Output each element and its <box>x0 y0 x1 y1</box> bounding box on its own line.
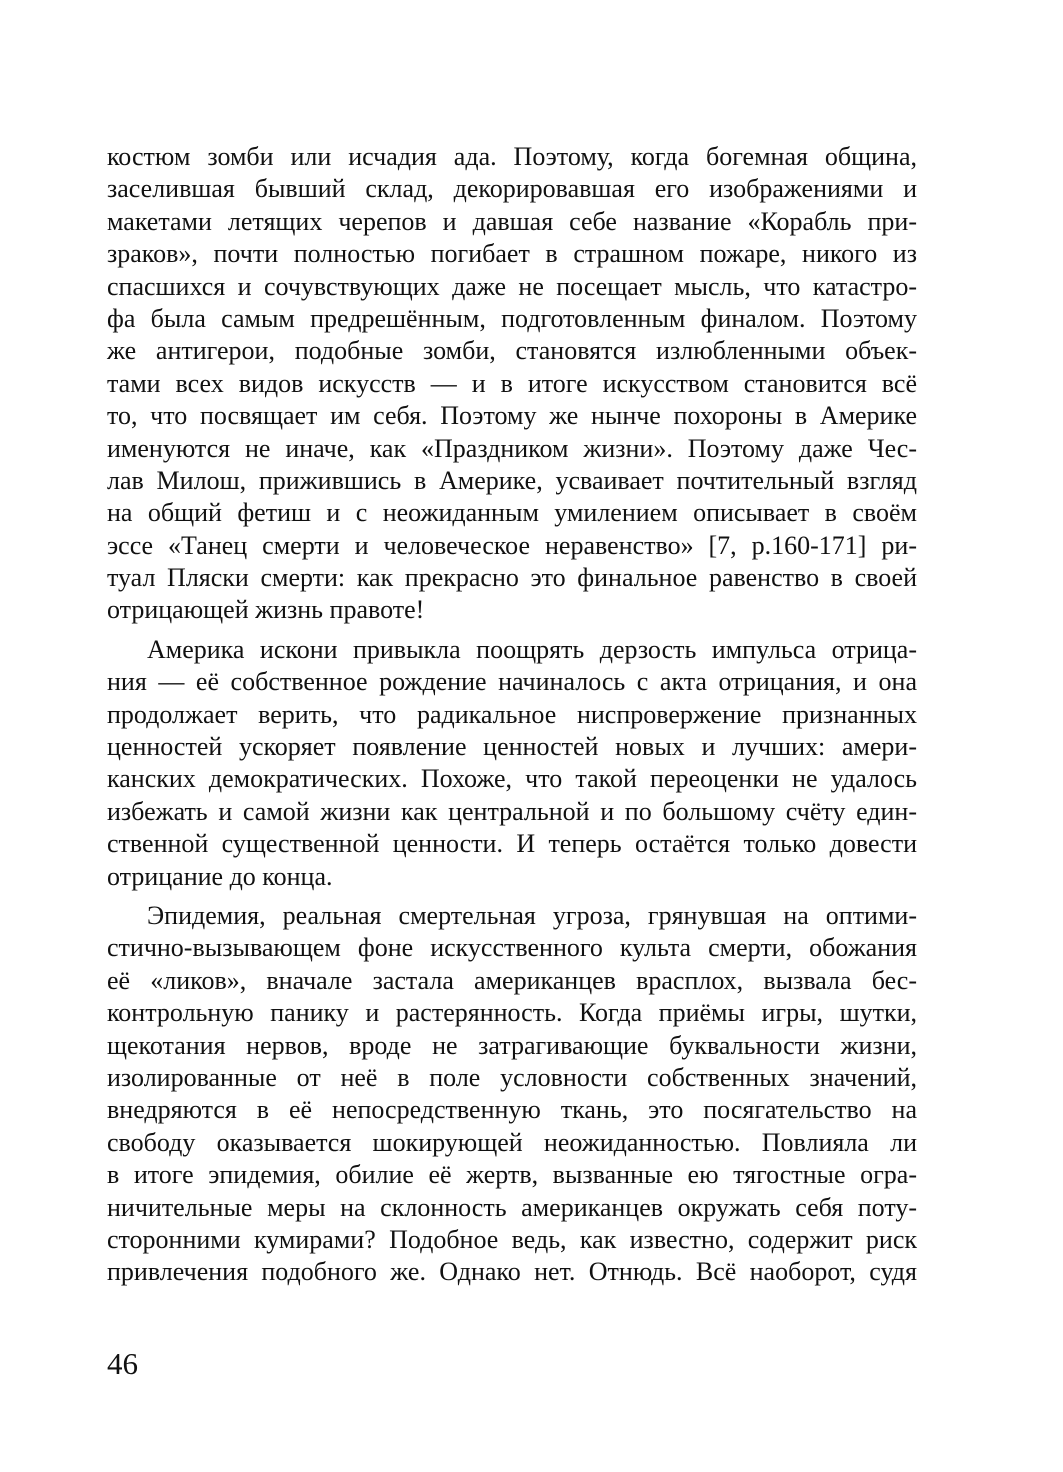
text-line: отрицающей жизнь правоте! <box>107 595 425 625</box>
text-line: же антигерои, подобные зомби, становятся излюбленными объек- <box>107 336 917 366</box>
text-line: изолированные от неё в поле условности собственных значений, <box>107 1062 917 1092</box>
text-line: привлечения подобного же. Однако нет. Отнюдь. Всё наоборот, судя <box>107 1257 917 1287</box>
text-line: Эпидемия, реальная смертельная угроза, грянувшая на оптими- <box>147 900 917 930</box>
text-line: спасшихся и сочувствующих даже не посещает мысль, что катастро- <box>107 271 917 301</box>
text-line: стично-вызывающем фоне искусственного культа смерти, обожания <box>107 933 917 963</box>
text-line: в итоге эпидемия, обилие её жертв, вызванные ею тягостные огра- <box>107 1160 917 1190</box>
text-line: сторонними кумирами? Подобное ведь, как известно, содержит риск <box>107 1224 917 1254</box>
paragraph <box>107 900 917 1289</box>
body-text <box>107 141 917 1289</box>
text-line: внедряются в её непосредственную ткань, это посягательство на <box>107 1095 917 1125</box>
text-line: фа была самым предрешённым, подготовленным финалом. Поэтому <box>107 303 917 333</box>
text-line: зраков», почти полностью погибает в страшном пожаре, никого из <box>107 239 917 269</box>
text-line: эссе «Танец смерти и человеческое неравенство» [7, p.160-171] ри- <box>107 530 917 560</box>
text-line: продолжает верить, что радикальное ниспровержение признанных <box>107 699 917 729</box>
text-line: костюм зомби или исчадия ада. Поэтому, когда богемная община, <box>107 142 917 171</box>
text-line: именуются не иначе, как «Праздником жизни». Поэтому даже Чес- <box>107 433 917 463</box>
text-line: то, что посвящает им себя. Поэтому же нынче похороны в Америке <box>107 401 917 431</box>
text-line: тами всех видов искусств — и в итоге искусством становится всё <box>107 368 917 398</box>
text-line: её «ликов», вначале застала американцев врасплох, вызвала бес- <box>107 965 917 995</box>
text-line: туал Пляски смерти: как прекрасно это финальное равенство в своей <box>107 563 917 593</box>
text-line: макетами летящих черепов и давшая себе название «Корабль при- <box>107 206 917 236</box>
text-line: заселившая бывший склад, декорировавшая его изображениями и <box>107 174 917 204</box>
text-line: ственной существенной ценности. И теперь остаётся только довести <box>107 829 917 859</box>
page-number: 46 <box>107 1346 138 1381</box>
text-line: щекотания нервов, вроде не затрагивающие буквальности жизни, <box>107 1030 917 1060</box>
text-line: ценностей ускоряет появление ценностей новых и лучших: амери- <box>107 732 917 762</box>
text-line: на общий фетиш и с неожиданным умилением описывает в своём <box>107 498 917 528</box>
paragraph-gap <box>107 893 917 900</box>
text-line: канских демократических. Похоже, что такой переоценки не удалось <box>107 764 917 794</box>
text-line: Америка искони привыкла поощрять дерзость импульса отрица- <box>147 634 917 664</box>
text-line: ния — её собственное рождение начиналось с акта отрицания, и она <box>107 667 917 697</box>
text-line: лав Милош, прижившись в Америке, усваивает почтительный взгляд <box>107 465 917 495</box>
paragraph <box>107 634 917 893</box>
text-line: отрицание до конца. <box>107 861 333 891</box>
text-line: свободу оказывается шокирующей неожиданностью. Повлияла ли <box>107 1127 917 1157</box>
text-line: избежать и самой жизни как центральной и по большому счёту един- <box>107 796 917 826</box>
text-line: ничительные меры на склонность американцев окружать себя поту- <box>107 1192 917 1222</box>
paragraph <box>107 141 917 627</box>
paragraph-gap <box>107 627 917 634</box>
text-line: контрольную панику и растерянность. Когда приёмы игры, шутки, <box>107 998 917 1028</box>
